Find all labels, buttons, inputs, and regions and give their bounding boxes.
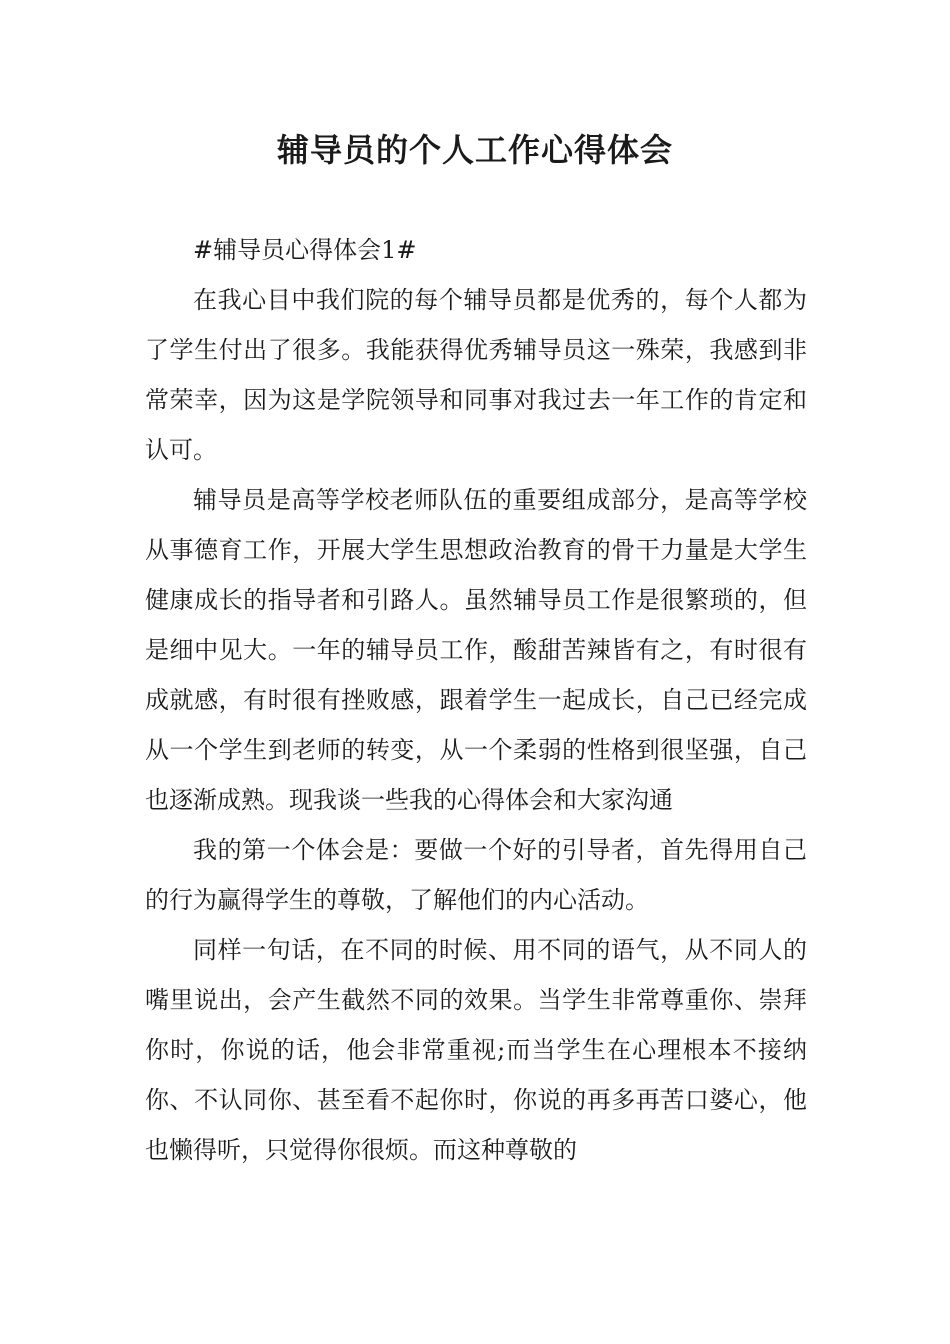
paragraph-heading: #辅导员心得体会1# bbox=[193, 236, 417, 264]
paragraph: 同样一句话，在不同的时候、用不同的语气，从不同人的嘴里说出，会产生截然不同的效果。当学生非常尊重你、崇拜你时，你说的话，他会非常重视;而当学生在心理根本不接纳你、不认同你、甚至看不起你时，你说的再多再苦口婆心，他也懒得听，只觉得你很烦。而这种尊敬的 bbox=[145, 936, 807, 1164]
document-body bbox=[145, 225, 807, 1175]
paragraph: 在我心目中我们院的每个辅导员都是优秀的，每个人都为了学生付出了很多。我能获得优秀辅导员这一殊荣，我感到非常荣幸，因为这是学院领导和同事对我过去一年工作的肯定和认可。 bbox=[145, 286, 807, 464]
paragraph: 我的第一个体会是：要做一个好的引导者，首先得用自己的行为赢得学生的尊敬，了解他们的内心活动。 bbox=[145, 836, 807, 914]
paragraph: 辅导员是高等学校老师队伍的重要组成部分，是高等学校从事德育工作，开展大学生思想政治教育的骨干力量是大学生健康成长的指导者和引路人。虽然辅导员工作是很繁琐的，但是细中见大。一年的辅导员工作，酸甜苦辣皆有之，有时很有成就感，有时很有挫败感，跟着学生一起成长，自己已经完成从一个学生到老师的转变，从一个柔弱的性格到很坚强，自己也逐渐成熟。现我谈一些我的心得体会和大家沟通 bbox=[145, 486, 807, 814]
document-title: 辅导员的个人工作心得体会 bbox=[276, 131, 673, 169]
